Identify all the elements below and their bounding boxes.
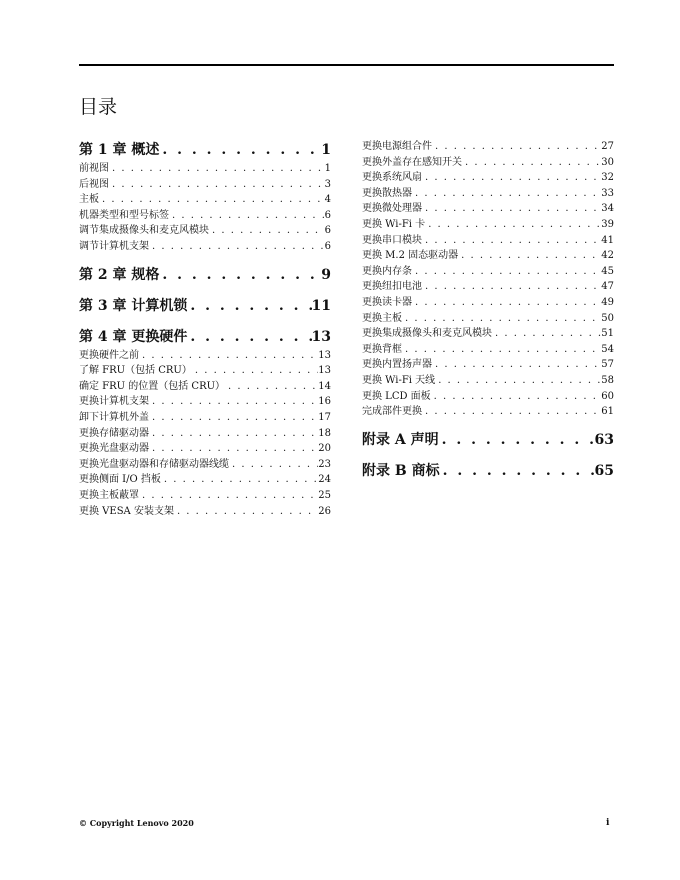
toc-dot-leader	[422, 233, 601, 249]
toc-entry[interactable]	[362, 326, 614, 342]
toc-entry[interactable]	[79, 223, 331, 239]
toc-dot-leader	[149, 426, 318, 442]
toc-dot-leader	[229, 457, 318, 473]
toc-entry-page: 32	[601, 172, 614, 184]
toc-entry[interactable]	[79, 457, 331, 473]
toc-entry-title: 附录 A 声明	[362, 431, 439, 448]
toc-entry-page: 33	[601, 187, 614, 199]
toc-entry[interactable]	[79, 363, 331, 379]
toc-gap	[362, 451, 614, 460]
toc-entry-title: 更换散热器	[362, 187, 412, 199]
toc-entry-title: 调节集成摄像头和麦克风模块	[79, 225, 209, 237]
toc-entry-title: 更换 VESA 安装支架	[79, 505, 174, 517]
toc-entry-page: 54	[601, 343, 614, 355]
toc-entry-title: 更换内置扬声器	[362, 359, 432, 371]
toc-dot-leader	[139, 348, 318, 364]
toc-entry-title: 更换内存条	[362, 265, 412, 277]
toc-entry[interactable]	[362, 248, 614, 264]
toc-entry-page: 13	[318, 349, 331, 361]
toc-dot-leader	[431, 389, 602, 405]
toc-entry-page: 50	[601, 312, 614, 324]
toc-entry[interactable]	[79, 192, 331, 208]
toc-dot-leader	[225, 379, 318, 395]
toc-gap	[79, 255, 331, 264]
toc-dot-leader	[159, 264, 321, 286]
toc-entry[interactable]	[79, 410, 331, 426]
toc-dot-leader	[149, 410, 318, 426]
toc-entry-title: 后视图	[79, 178, 109, 190]
toc-entry-title: 更换光盘驱动器	[79, 443, 149, 455]
toc-entry-page: 39	[601, 218, 614, 230]
toc-entry-title: 调节计算机支架	[79, 240, 149, 252]
toc-dot-leader	[149, 441, 318, 457]
toc-entry[interactable]	[362, 217, 614, 233]
toc-entry[interactable]	[362, 201, 614, 217]
toc-right-column	[362, 139, 614, 482]
toc-dot-leader	[149, 239, 325, 255]
footer-copyright: © Copyright Lenovo 2020	[79, 818, 194, 828]
toc-entry[interactable]	[362, 373, 614, 389]
toc-entry-title: 主板	[79, 194, 99, 206]
toc-entry[interactable]	[79, 488, 331, 504]
toc-entry-page: 30	[601, 156, 614, 168]
toc-entry-page: 1	[324, 163, 331, 174]
toc-entry-title: 机器类型和型号标签	[79, 209, 169, 221]
toc-entry-title: 更换光盘驱动器和存储驱动器线缆	[79, 458, 229, 470]
toc-entry-title: 第 1 章 概述	[79, 142, 160, 158]
toc-dot-leader	[187, 295, 311, 317]
toc-entry[interactable]	[362, 389, 614, 405]
toc-entry-page: 6	[324, 209, 331, 221]
toc-entry-title: 更换读卡器	[362, 296, 412, 308]
toc-chapter-entry[interactable]	[79, 326, 331, 348]
toc-entry[interactable]	[362, 279, 614, 295]
toc-chapter-entry[interactable]	[79, 139, 331, 161]
toc-entry-title: 更换侧面 I/O 挡板	[79, 474, 161, 486]
toc-entry-page: 17	[318, 411, 331, 423]
toc-dot-leader	[422, 201, 601, 217]
toc-entry-page: 6	[324, 225, 331, 237]
toc-chapter-entry[interactable]	[362, 460, 614, 482]
toc-chapter-entry[interactable]	[79, 295, 331, 317]
toc-entry[interactable]	[362, 342, 614, 358]
toc-dot-leader	[425, 217, 601, 233]
toc-dot-leader	[412, 186, 601, 202]
toc-entry[interactable]	[79, 394, 331, 410]
toc-entry-page: 11	[311, 297, 331, 314]
toc-entry-title: 更换集成摄像头和麦克风模块	[362, 328, 492, 340]
toc-entry-title: 更换外盖存在感知开关	[362, 156, 462, 168]
toc-entry[interactable]	[79, 472, 331, 488]
toc-entry[interactable]	[79, 239, 331, 255]
toc-entry-page: 18	[318, 427, 331, 439]
toc-entry[interactable]	[79, 379, 331, 395]
toc-entry-page: 26	[318, 505, 331, 517]
toc-chapter-entry[interactable]	[362, 429, 614, 451]
toc-entry-title: 更换串口模块	[362, 234, 422, 246]
toc-dot-leader	[192, 363, 318, 379]
toc-entry-title: 完成部件更换	[362, 406, 422, 418]
toc-entry-page: 9	[321, 266, 331, 283]
toc-entry[interactable]	[362, 170, 614, 186]
toc-entry-page: 13	[318, 365, 331, 377]
toc-entry-title: 更换存储驱动器	[79, 427, 149, 439]
toc-entry-page: 4	[324, 194, 331, 206]
toc-entry-title: 更换硬件之前	[79, 349, 139, 361]
toc-entry-page: 1	[321, 142, 331, 158]
toc-entry-page: 47	[601, 281, 614, 293]
toc-entry[interactable]	[362, 311, 614, 327]
toc-entry-page: 25	[318, 489, 331, 501]
toc-entry-title: 更换微处理器	[362, 203, 422, 215]
toc-entry-page: 13	[311, 328, 331, 345]
toc-entry-page: 57	[601, 359, 614, 371]
toc-entry-page: 51	[601, 328, 614, 340]
toc-dot-leader	[99, 192, 325, 208]
toc-entry-page: 41	[601, 234, 614, 246]
page-title: 目录	[79, 96, 118, 118]
toc-entry[interactable]	[362, 357, 614, 373]
toc-entry-page: 6	[324, 240, 331, 252]
toc-entry-page: 65	[594, 462, 614, 479]
toc-dot-leader	[462, 155, 601, 171]
toc-dot-leader	[435, 373, 601, 389]
toc-entry-title: 更换电源组合件	[362, 141, 432, 152]
toc-entry-title: 更换 LCD 面板	[362, 390, 431, 402]
toc-entry-page: 16	[318, 396, 331, 408]
toc-entry[interactable]	[79, 504, 331, 520]
toc-gap	[79, 286, 331, 295]
toc-entry-page: 63	[594, 431, 614, 448]
toc-gap	[79, 317, 331, 326]
toc-dot-leader	[174, 504, 318, 520]
toc-entry-title: 第 3 章 计算机锁	[79, 297, 188, 314]
toc-entry-title: 第 4 章 更换硬件	[79, 328, 188, 345]
toc-entry-title: 确定 FRU 的位置（包括 CRU）	[79, 380, 226, 392]
toc-entry-page: 49	[601, 296, 614, 308]
toc-dot-leader	[169, 208, 325, 224]
toc-entry[interactable]	[362, 404, 614, 420]
toc-dot-leader	[161, 472, 318, 488]
toc-entry-title: 第 2 章 规格	[79, 266, 160, 283]
toc-entry[interactable]	[79, 177, 331, 193]
toc-entry-page: 61	[601, 406, 614, 418]
toc-dot-leader	[422, 170, 601, 186]
toc-entry-page: 20	[318, 443, 331, 455]
toc-entry[interactable]	[79, 426, 331, 442]
footer-page-number: i	[606, 818, 610, 828]
toc-entry-page: 60	[601, 390, 614, 402]
toc-chapter-entry[interactable]	[79, 264, 331, 286]
toc-entry-title: 了解 FRU（包括 CRU）	[79, 365, 192, 377]
top-rule	[79, 64, 614, 66]
toc-dot-leader	[209, 223, 325, 239]
toc-left-column	[79, 139, 331, 519]
toc-entry-page: 23	[318, 458, 331, 470]
toc-dot-leader	[422, 279, 601, 295]
toc-entry-page: 24	[318, 474, 331, 486]
toc-entry-page: 34	[601, 203, 614, 215]
toc-dot-leader	[109, 161, 325, 177]
toc-dot-leader	[402, 311, 601, 327]
toc-entry-title: 更换 Wi-Fi 卡	[362, 218, 426, 230]
toc-entry-title: 更换计算机支架	[79, 396, 149, 408]
toc-dot-leader	[432, 139, 601, 155]
toc-entry-page: 3	[324, 178, 331, 190]
toc-entry-title: 附录 B 商标	[362, 462, 440, 479]
toc-entry-title: 更换主板蔽罩	[79, 489, 139, 501]
toc-entry[interactable]	[79, 208, 331, 224]
toc-dot-leader	[492, 326, 601, 342]
toc-dot-leader	[139, 488, 318, 504]
toc-entry-page: 42	[601, 250, 614, 262]
toc-entry-title: 卸下计算机外盖	[79, 411, 149, 423]
toc-entry[interactable]	[79, 348, 331, 364]
toc-entry-page: 45	[601, 265, 614, 277]
toc-dot-leader	[109, 177, 325, 193]
toc-dot-leader	[412, 295, 601, 311]
toc-entry[interactable]	[362, 264, 614, 280]
toc-entry[interactable]	[362, 186, 614, 202]
toc-entry-page: 27	[601, 141, 614, 152]
toc-dot-leader	[432, 357, 601, 373]
toc-entry[interactable]	[362, 233, 614, 249]
toc-dot-leader	[187, 326, 311, 348]
toc-dot-leader	[458, 248, 601, 264]
toc-entry-title: 前视图	[79, 163, 109, 174]
toc-entry-title: 更换纽扣电池	[362, 281, 422, 293]
toc-dot-leader	[412, 264, 601, 280]
toc-entry[interactable]	[79, 161, 331, 177]
toc-entry-title: 更换背框	[362, 343, 402, 355]
toc-entry-page: 58	[601, 374, 614, 386]
toc-dot-leader	[422, 404, 601, 420]
toc-entry-title: 更换主板	[362, 312, 402, 324]
toc-dot-leader	[149, 394, 318, 410]
toc-entry-title: 更换 Wi-Fi 天线	[362, 374, 436, 386]
toc-entry[interactable]	[79, 441, 331, 457]
toc-gap	[362, 420, 614, 429]
toc-dot-leader	[402, 342, 601, 358]
toc-entry[interactable]	[362, 295, 614, 311]
toc-dot-leader	[440, 460, 595, 482]
toc-dot-leader	[159, 139, 321, 161]
toc-entry[interactable]	[362, 139, 614, 155]
toc-entry-title: 更换 M.2 固态驱动器	[362, 250, 459, 262]
toc-entry-page: 14	[318, 380, 331, 392]
toc-entry[interactable]	[362, 155, 614, 171]
toc-dot-leader	[439, 429, 595, 451]
toc-entry-title: 更换系统风扇	[362, 172, 422, 184]
